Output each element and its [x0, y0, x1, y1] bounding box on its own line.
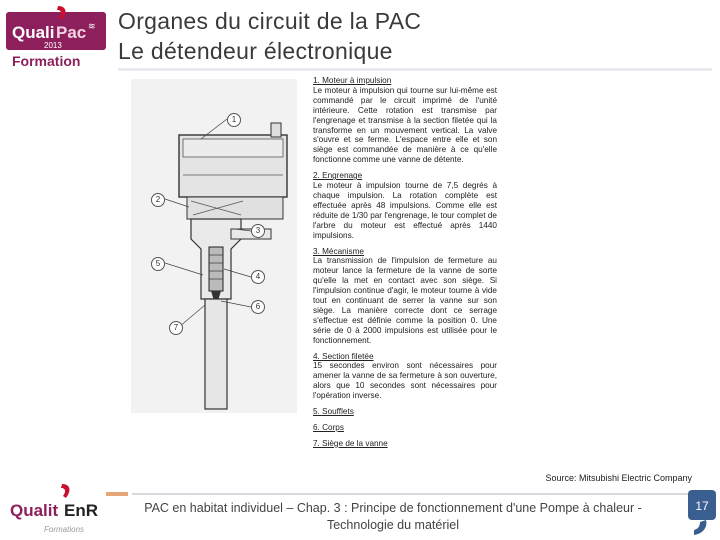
callout-6: 6 — [251, 300, 265, 314]
section-heading: 1. Moteur à impulsion — [313, 76, 392, 85]
callout-2: 2 — [151, 193, 165, 207]
section-body: 15 secondes environ sont nécessaires pour amener la vanne de sa fermeture à son ouverture, alors que 10 secondes sont nécessaires pour l'opération inverse. — [313, 361, 497, 401]
section-body: Le moteur à impulsion qui tourne sur lui-même est commandé par le circuit imprimé de l'unité intérieure. Cette rotation est transmise par l'engrenage et transmise à la section filetée qui la transforme en un mouvement vertical. La valve s'ouvre et se ferme. L'espace entre elle et son siège est commandée de manière à ce qu'elle fonctionne comme une vanne de détente. — [313, 85, 497, 165]
svg-text:Formations: Formations — [44, 525, 85, 534]
svg-text:Pac: Pac — [56, 23, 87, 42]
image-source: Source: Mitsubishi Electric Company — [545, 473, 692, 483]
component-descriptions — [313, 76, 497, 449]
callout-3: 3 — [251, 224, 265, 238]
page-number-badge — [686, 490, 716, 536]
section-heading: 7. Siège de la vanne — [313, 438, 388, 448]
footer-text: PAC en habitat individuel – Chap. 3 : Principe de fonctionnement d'une Pompe à chaleur - Technologie du matériel — [144, 501, 642, 532]
electronic-expansion-valve-diagram — [131, 79, 297, 413]
footer-accent — [106, 492, 128, 496]
svg-text:Formation: Formation — [12, 53, 81, 69]
callout-1: 1 — [227, 113, 241, 127]
section-heading: 4. Section filetée — [313, 351, 374, 361]
svg-text:Quali: Quali — [12, 23, 55, 42]
section-heading: 3. Mécanisme — [313, 246, 364, 256]
svg-text:EnR: EnR — [64, 501, 98, 520]
qualitenr-formations-logo — [4, 482, 104, 538]
section-body: La transmission de l'impulsion de fermeture au moteur lance la fermeture de la vanne de sorte qu'elle la met en contact avec son siège. Si l'impulsion continue d'agir, le moteur tourne à vide tout en continuant de serrer la vanne sur son siège. La manière correcte dont ce serrage s'effectue est définie comme la position 0. Une série de 0 à 2000 impulsions est utilisée pour le fonctionnement. — [313, 256, 497, 345]
page-number: 17 — [695, 499, 709, 513]
footer-divider — [132, 493, 688, 495]
svg-text:≋: ≋ — [88, 21, 96, 31]
section-heading: 6. Corps — [313, 423, 344, 432]
section-body: Le moteur à impulsion tourne de 7,5 degrés à chaque impulsion. La rotation complète est effectuée après 48 impulsions. Comme elle est réduite de 1/30 par l'engrenage, le tour complet de l'arbre du moteur est effectué après 1440 impulsions. — [313, 181, 497, 240]
title-divider — [118, 68, 712, 71]
slide-title — [118, 6, 678, 66]
title-line-1: Organes du circuit de la PAC — [118, 8, 422, 34]
qualipac-formation-logo — [4, 2, 108, 70]
callout-5: 5 — [151, 257, 165, 271]
callout-4: 4 — [251, 270, 265, 284]
section-heading: 2. Engrenage — [313, 171, 363, 181]
title-line-2: Le détendeur électronique — [118, 38, 393, 64]
callout-7: 7 — [169, 321, 183, 335]
section-heading: 5. Soufflets — [313, 407, 354, 417]
svg-text:2013: 2013 — [44, 41, 62, 50]
svg-text:Qualit: Qualit — [10, 501, 59, 520]
